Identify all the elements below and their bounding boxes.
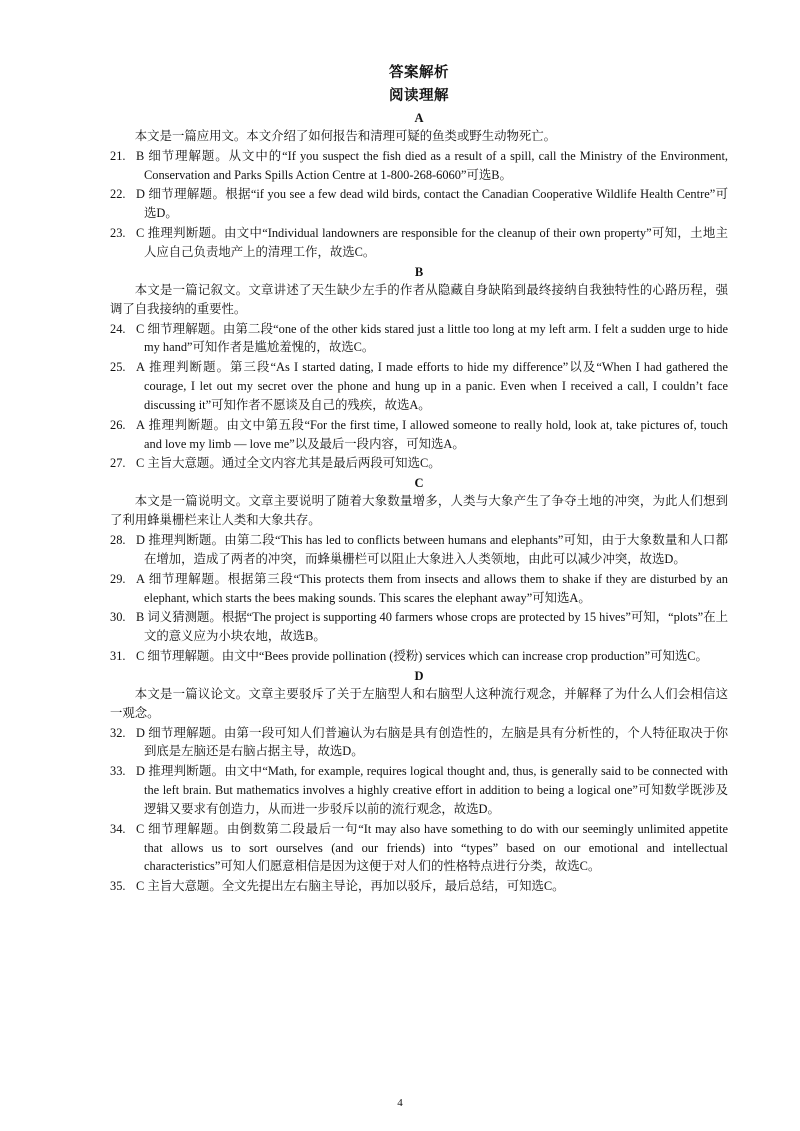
page-number: 4 — [397, 1097, 403, 1109]
item-number: 21. — [110, 148, 126, 163]
item-explanation: 主旨大意题。全文先提出左右脑主导论，再加以驳斥，最后总结，可知选C。 — [147, 879, 565, 894]
section-letter-b: B — [414, 264, 424, 279]
answer-item — [110, 820, 728, 877]
section-intro-c: 本文是一篇说明文。文章主要说明了随着大象数量增多，人类与大象产生了争夺土地的冲突，为此人们想到了利用蜂巢栅栏来让人类和大象共存。 — [110, 494, 728, 528]
item-answer: B — [136, 148, 145, 163]
item-number: 32. — [110, 725, 126, 740]
item-answer: D — [136, 725, 145, 740]
answer-item — [110, 724, 728, 762]
item-number: 28. — [110, 532, 126, 547]
answer-item — [110, 416, 728, 454]
item-number: 35. — [110, 879, 126, 894]
page-title: 答案解析 — [389, 65, 449, 81]
section-letter-c: C — [414, 476, 424, 491]
section-letter-a: A — [414, 110, 424, 125]
item-answer: C — [136, 226, 145, 241]
item-number: 30. — [110, 610, 126, 625]
item-answer: A — [136, 360, 145, 375]
item-explanation: 细节理解题。从文中的“If you suspect the fish died as a result of a spill, call the Ministry of the Environment, Conservation and Parks Spills Action Centre at 1-800-268-6060”可选B。 — [144, 148, 728, 182]
answer-item — [110, 570, 728, 608]
answer-item — [110, 147, 728, 185]
item-answer: C — [136, 821, 145, 836]
item-explanation: 词义猜测题。根据“The project is supporting 40 farmers whose crops are protected by 15 hives”可知，“plots”在上文的意义应为小块农地，故选B。 — [144, 610, 728, 644]
item-number: 22. — [110, 187, 126, 202]
item-number: 33. — [110, 764, 126, 779]
item-explanation: 推理判断题。由第二段“This has led to conflicts between humans and elephants”可知，由于大象数量和人口都在增加，造成了两者的冲突，而蜂巢栅栏可以阻止大象进入人类领地，由此可以减少冲突，故选D。 — [144, 532, 728, 566]
item-explanation: 细节理解题。根据“if you see a few dead wild birds, contact the Canadian Cooperative Wildlife Health Centre”可选D。 — [144, 187, 728, 221]
section-letter-d: D — [414, 668, 424, 683]
item-number: 27. — [110, 456, 126, 471]
section-intro-a: 本文是一篇应用文。本文介绍了如何报告和清理可疑的鱼类或野生动物死亡。 — [134, 128, 557, 143]
item-explanation: 推理判断题。由文中“Math, for example, requires logical thought and, thus, is generally said to be connected with the left brain. But mathematics involves a highly creative effort in addition to being a logical one”可知数学既涉及逻辑又要求有创造力，从而进一步驳斥以前的流行观念，故选D。 — [144, 764, 728, 816]
item-number: 25. — [110, 360, 126, 375]
item-answer: D — [136, 764, 145, 779]
answer-item — [110, 224, 728, 262]
item-answer: A — [136, 571, 145, 586]
item-number: 24. — [110, 321, 126, 336]
item-answer: A — [136, 417, 145, 432]
answer-item — [110, 608, 728, 646]
item-explanation: 细节理解题。由文中“Bees provide pollination (授粉) services which can increase crop production”可知选C。 — [147, 649, 708, 664]
item-answer: C — [136, 321, 145, 336]
item-explanation: 细节理解题。根据第三段“This protects them from insects and allows them to shake if they are disturbed by an elephant, which starts the bees making sounds. This scares the elephant away”可知选A。 — [144, 571, 728, 605]
item-number: 23. — [110, 226, 126, 241]
item-number: 34. — [110, 821, 126, 836]
answer-item — [110, 454, 728, 473]
item-explanation: 主旨大意题。通过全文内容尤其是最后两段可知选C。 — [147, 456, 441, 471]
item-explanation: 细节理解题。由第一段可知人们普遍认为右脑是具有创造性的，左脑是具有分析性的，个人特征取决于你到底是左脑还是右脑占据主导，故选D。 — [144, 725, 729, 759]
item-answer: D — [136, 187, 145, 202]
item-answer: C — [136, 649, 145, 664]
item-explanation: 推理判断题。由文中“Individual landowners are responsible for the cleanup of their own property”可知，土地主人应自己负责地产上的清理工作，故选C。 — [144, 226, 728, 259]
answer-item — [110, 358, 728, 415]
item-explanation: 细节理解题。由倒数第二段最后一句“It may also have something to do with our seemingly unlimited appetite that allows us to sort ourselves (and our friends) into “types” based on our emotional and intellectual characteristics”可知人们愿意相信是因为这便于对人们的性格特点进行分类，故选C。 — [144, 821, 728, 874]
answer-item — [110, 185, 728, 223]
item-number: 26. — [110, 417, 126, 432]
answer-item — [110, 877, 728, 896]
item-answer: D — [136, 532, 145, 547]
item-explanation: 细节理解题。由第二段“one of the other kids stared just a little too long at my left arm. I felt a sudden urge to hide my hand”可知作者是尴尬羞愧的，故选C。 — [144, 321, 728, 355]
item-explanation: 推理判断题。第三段“As I started dating, I made efforts to hide my difference”以及“When I had gathered the courage, I let out my secret over the phone and hung up in a panic. Even when I received a call, I couldn’t face discussing it”可知作者不愿谈及自己的残疾，故选A。 — [144, 360, 728, 412]
item-answer: C — [136, 879, 145, 894]
section-intro-b: 本文是一篇记叙文。文章讲述了天生缺少左手的作者从隐藏自身缺陷到最终接纳自我独特性的心路历程，强调了自我接纳的重要性。 — [110, 282, 728, 316]
item-answer: B — [136, 610, 145, 625]
answer-item — [110, 762, 728, 819]
item-number: 31. — [110, 649, 126, 664]
answer-item — [110, 647, 728, 666]
answer-item — [110, 320, 728, 358]
section-intro-d: 本文是一篇议论文。文章主要驳斥了关于左脑型人和右脑型人这种流行观念，并解释了为什么人们会相信这一观念。 — [110, 686, 728, 720]
item-answer: C — [136, 456, 145, 471]
item-explanation: 推理判断题。由文中第五段“For the first time, I allowed someone to really hold, look at, take pictures of, touch and love my limb — love me”以及最后一段内容，可知选A。 — [144, 417, 728, 451]
page-subtitle: 阅读理解 — [389, 88, 449, 105]
item-number: 29. — [110, 571, 126, 586]
answer-item — [110, 531, 728, 569]
